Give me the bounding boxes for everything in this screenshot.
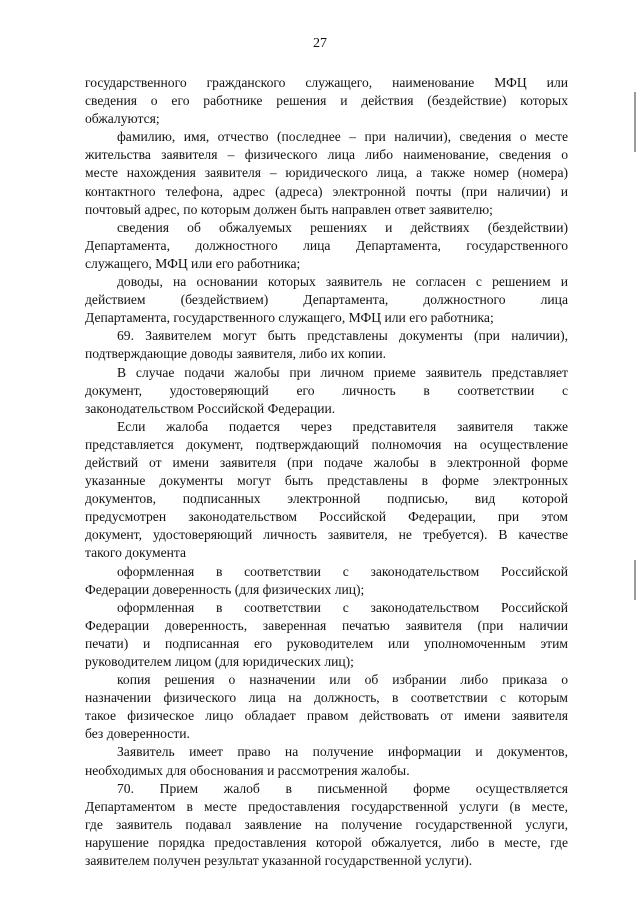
text-line: Заявитель имеет право на получение информации и документов, — [117, 744, 568, 760]
text-line: представляется документ, подтверждающий полномочия на осуществление — [85, 436, 568, 452]
text-line: контактного телефона, адрес (адреса) электронной почты (при наличии) и — [85, 183, 568, 199]
text-line: заявителем получен результат указанной государственной услуги). — [85, 853, 473, 869]
text-line: сведения о его работнике решения и действия (бездействие) которых — [85, 93, 568, 109]
text-line: где заявитель подавал заявление на получение государственной услуги, — [85, 816, 568, 832]
paragraph — [85, 364, 568, 418]
paragraph — [85, 128, 568, 218]
text-line: фамилию, имя, отчество (последнее – при наличии), сведения о месте — [117, 129, 568, 145]
text-line: Федерации доверенность, заверенная печатью заявителя (при наличии — [85, 617, 568, 633]
text-line: такое физическое лицо обладает правом действовать от имени заявителя — [85, 708, 568, 724]
text-line: такого документа — [85, 545, 187, 561]
text-line: оформленная в соответствии с законодательством Российской — [117, 563, 568, 579]
text-line: руководителем лицом (для юридических лиц); — [85, 654, 354, 669]
text-line: документ, удостоверяющий его личность в соответствии с — [85, 382, 568, 398]
text-line: 70. Прием жалоб в письменной форме осуществляется — [117, 780, 568, 796]
text-line: подтверждающие доводы заявителя, либо их копии. — [85, 346, 386, 362]
text-line: нарушение порядка предоставления которой обжалуется, либо в месте, где — [85, 834, 568, 850]
text-line: печати) и подписанная его руководителем или уполномоченным этим — [85, 635, 568, 651]
text-line: копия решения о назначении или об избрании либо приказа о — [117, 672, 568, 688]
page-number: 27 — [313, 36, 327, 51]
text-line: действием (бездействием) Департамента, должностного лица — [85, 292, 568, 308]
text-line: указанные документы могут быть представлены в форме электронных — [85, 473, 568, 489]
paragraph — [85, 273, 568, 327]
paragraph — [85, 671, 568, 743]
text-line: действий от имени заявителя (при подаче жалобы в электронной форме — [85, 454, 568, 470]
text-line: почтовый адрес, по которым должен быть направлен ответ заявителю; — [85, 201, 493, 217]
paragraph — [85, 74, 568, 128]
text-line: сведения об обжалуемых решениях и действиях (бездействии) — [117, 219, 568, 235]
paragraph — [85, 599, 568, 671]
text-line: Департамента, должностного лица Департамента, государственного — [85, 237, 568, 253]
text-line: Если жалоба подается через представителя заявителя также — [117, 418, 568, 434]
text-line: без доверенности. — [85, 726, 190, 742]
text-line: Департаментом в месте предоставления государственной услуги (в месте, — [85, 798, 568, 814]
paragraph — [85, 563, 568, 599]
paragraph — [85, 743, 568, 779]
text-line: документов, подписанных электронной подписью, вид которой — [85, 491, 568, 507]
paragraph — [85, 327, 568, 363]
paragraph — [85, 780, 568, 870]
text-line: оформленная в соответствии с законодательством Российской — [117, 599, 568, 615]
text-line: 69. Заявителем могут быть представлены документы (при наличии), — [117, 328, 568, 344]
text-line: В случае подачи жалобы при личном приеме заявитель представляет — [117, 364, 568, 380]
paragraph — [85, 219, 568, 273]
text-line: назначении физического лица на должность, в соответствии с которым — [85, 690, 568, 706]
text-line: законодательством Российской Федерации. — [85, 400, 336, 416]
text-line: Департамента, государственного служащего, МФЦ или его работника; — [85, 310, 494, 326]
text-line: жительства заявителя – физического лица либо наименование, сведения о — [85, 147, 568, 163]
text-line: государственного гражданского служащего, наименование МФЦ или — [85, 75, 568, 90]
paragraph — [85, 418, 568, 563]
text-line: необходимых для обоснования и рассмотрения жалобы. — [85, 762, 410, 778]
text-line: обжалуются; — [85, 111, 160, 127]
text-line: служащего, МФЦ или его работника; — [85, 255, 301, 271]
text-line: месте нахождения заявителя – юридического лица, а также номер (номера) — [85, 165, 568, 181]
text-line: предусмотрен законодательством Российской Федерации, при этом — [85, 509, 568, 525]
text-line: доводы, на основании которых заявитель не согласен с решением и — [117, 274, 568, 290]
text-line: документ, удостоверяющий личность заявителя, не требуется). В качестве — [85, 527, 568, 543]
scan-edge-mark — [634, 92, 636, 152]
scan-edge-mark — [634, 560, 636, 600]
document-body — [85, 74, 568, 870]
text-line: Федерации доверенность (для физических лиц); — [85, 581, 365, 597]
